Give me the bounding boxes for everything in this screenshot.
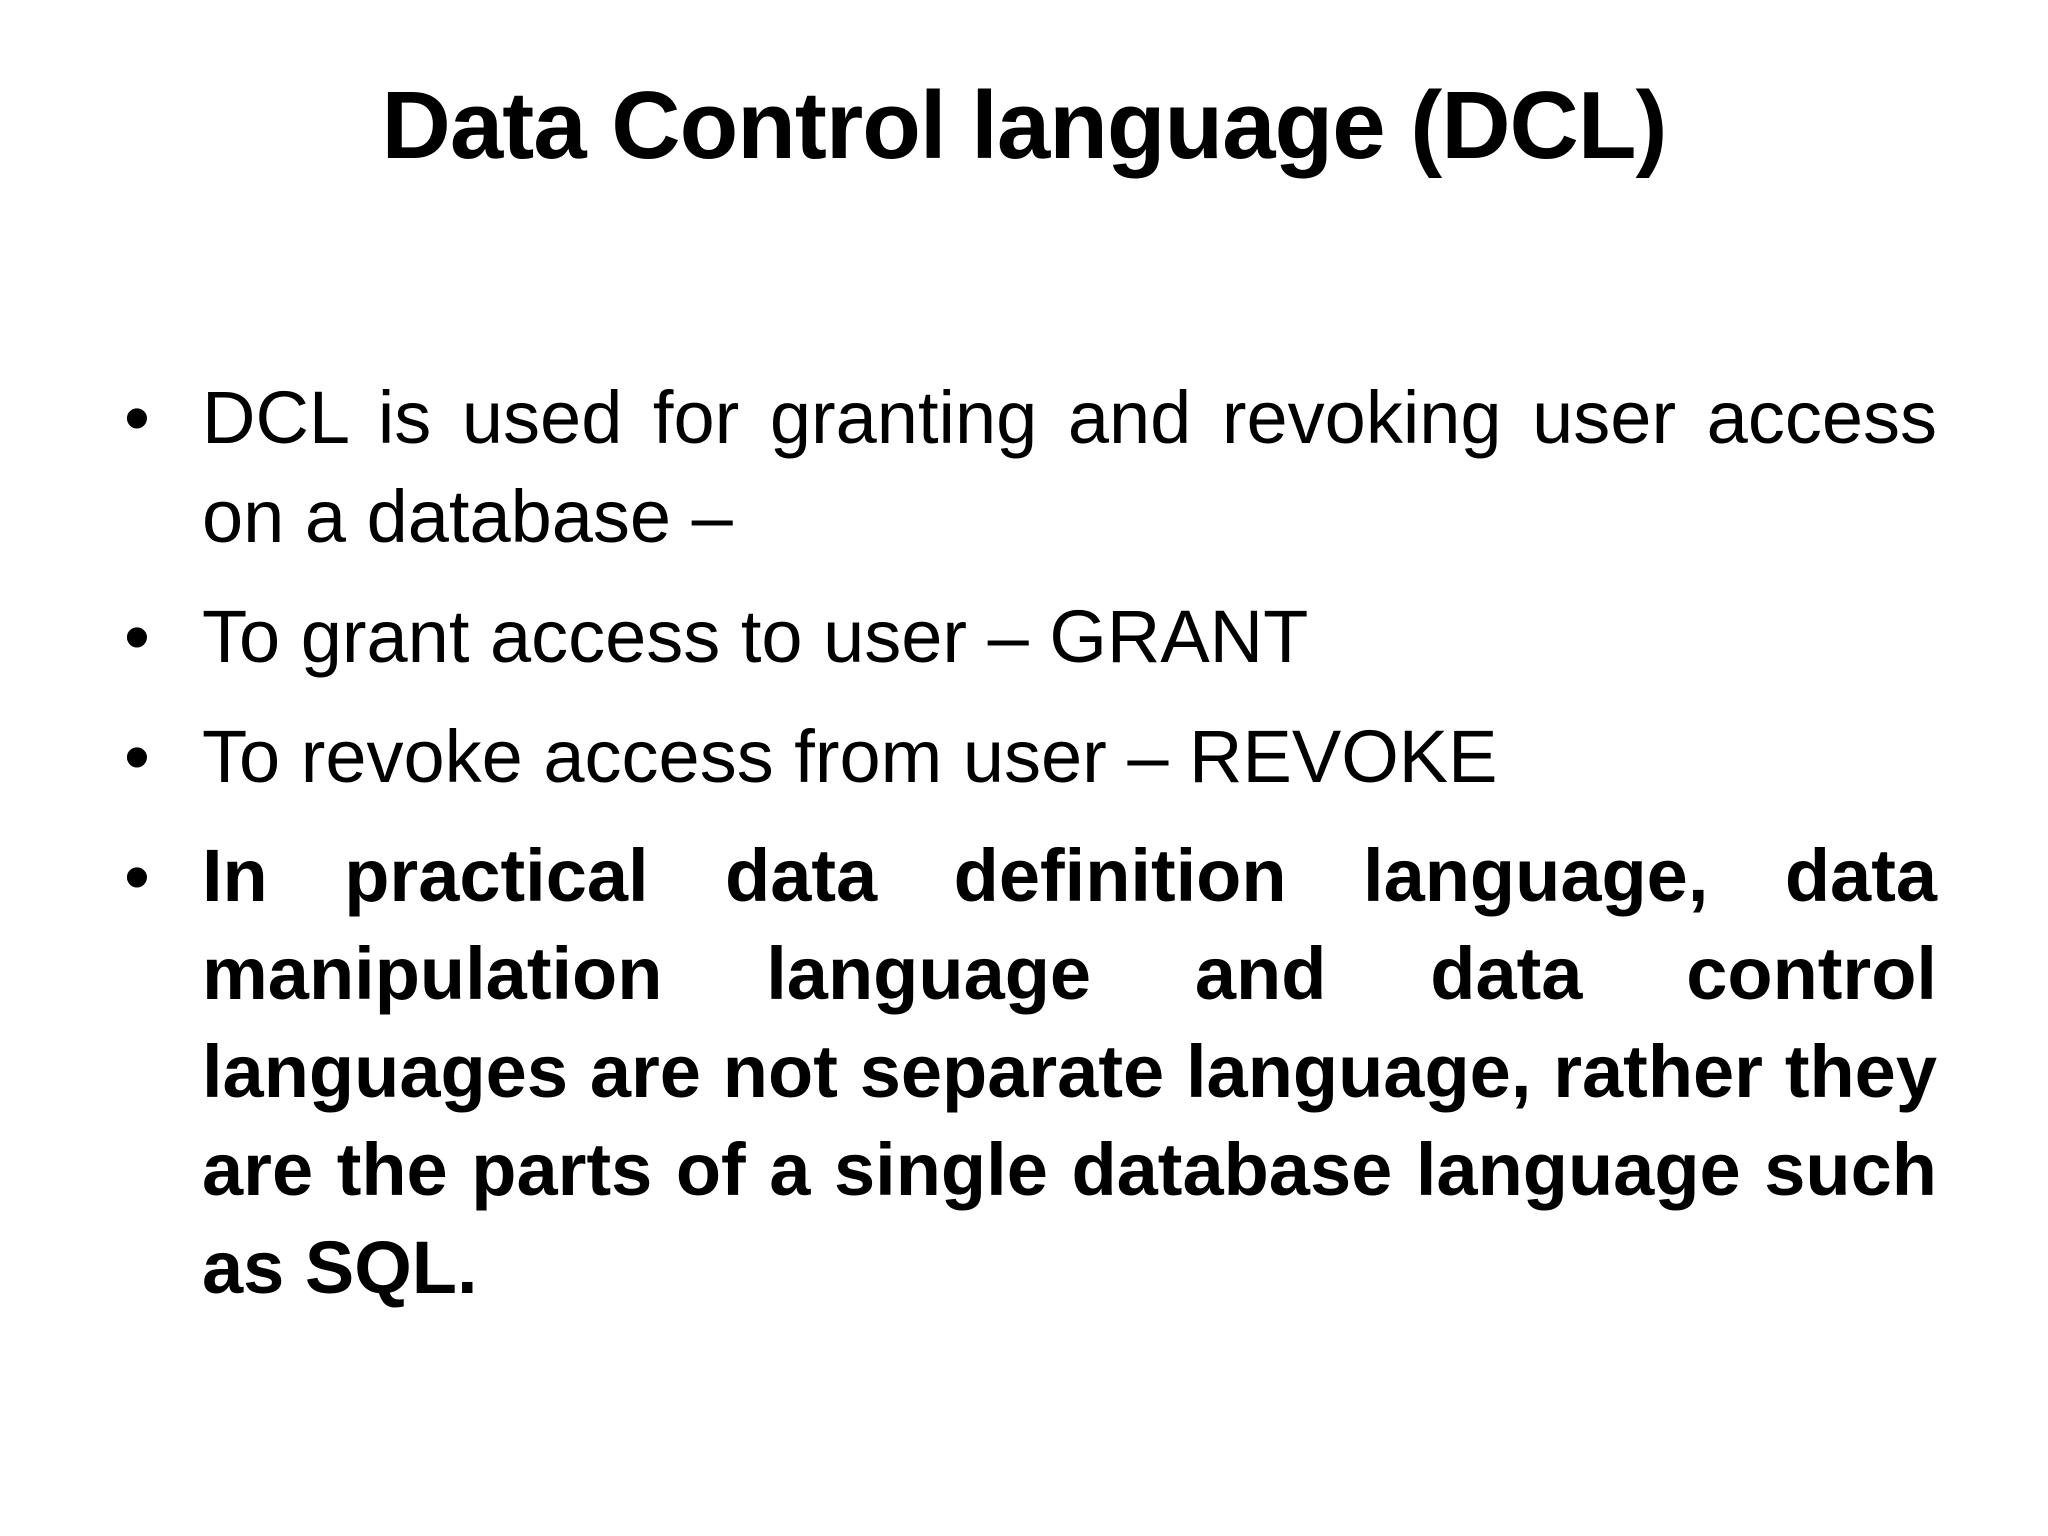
bullet-text: To grant access to user – GRANT xyxy=(202,595,1309,678)
bullet-icon: • xyxy=(124,376,150,459)
bullet-icon: • xyxy=(124,835,150,918)
bullet-text: To revoke access from user – REVOKE xyxy=(202,715,1498,798)
bullet-item-practical-note xyxy=(122,827,1937,1317)
bullet-item-revoke xyxy=(122,707,1937,806)
slide-title: Data Control language (DCL) xyxy=(381,72,1667,179)
bullet-icon: • xyxy=(124,595,150,678)
bullet-list xyxy=(122,368,1937,1338)
bullet-icon: • xyxy=(124,715,150,798)
bullet-item-dcl-definition xyxy=(122,368,1937,566)
bullet-text: In practical data definition language, data manipulation language and data control languages are not separate language, rather they are the parts of a single database language such as SQL. xyxy=(202,834,1937,1309)
bullet-item-grant xyxy=(122,587,1937,686)
bullet-text: DCL is used for granting and revoking user access on a database – xyxy=(202,376,1937,558)
